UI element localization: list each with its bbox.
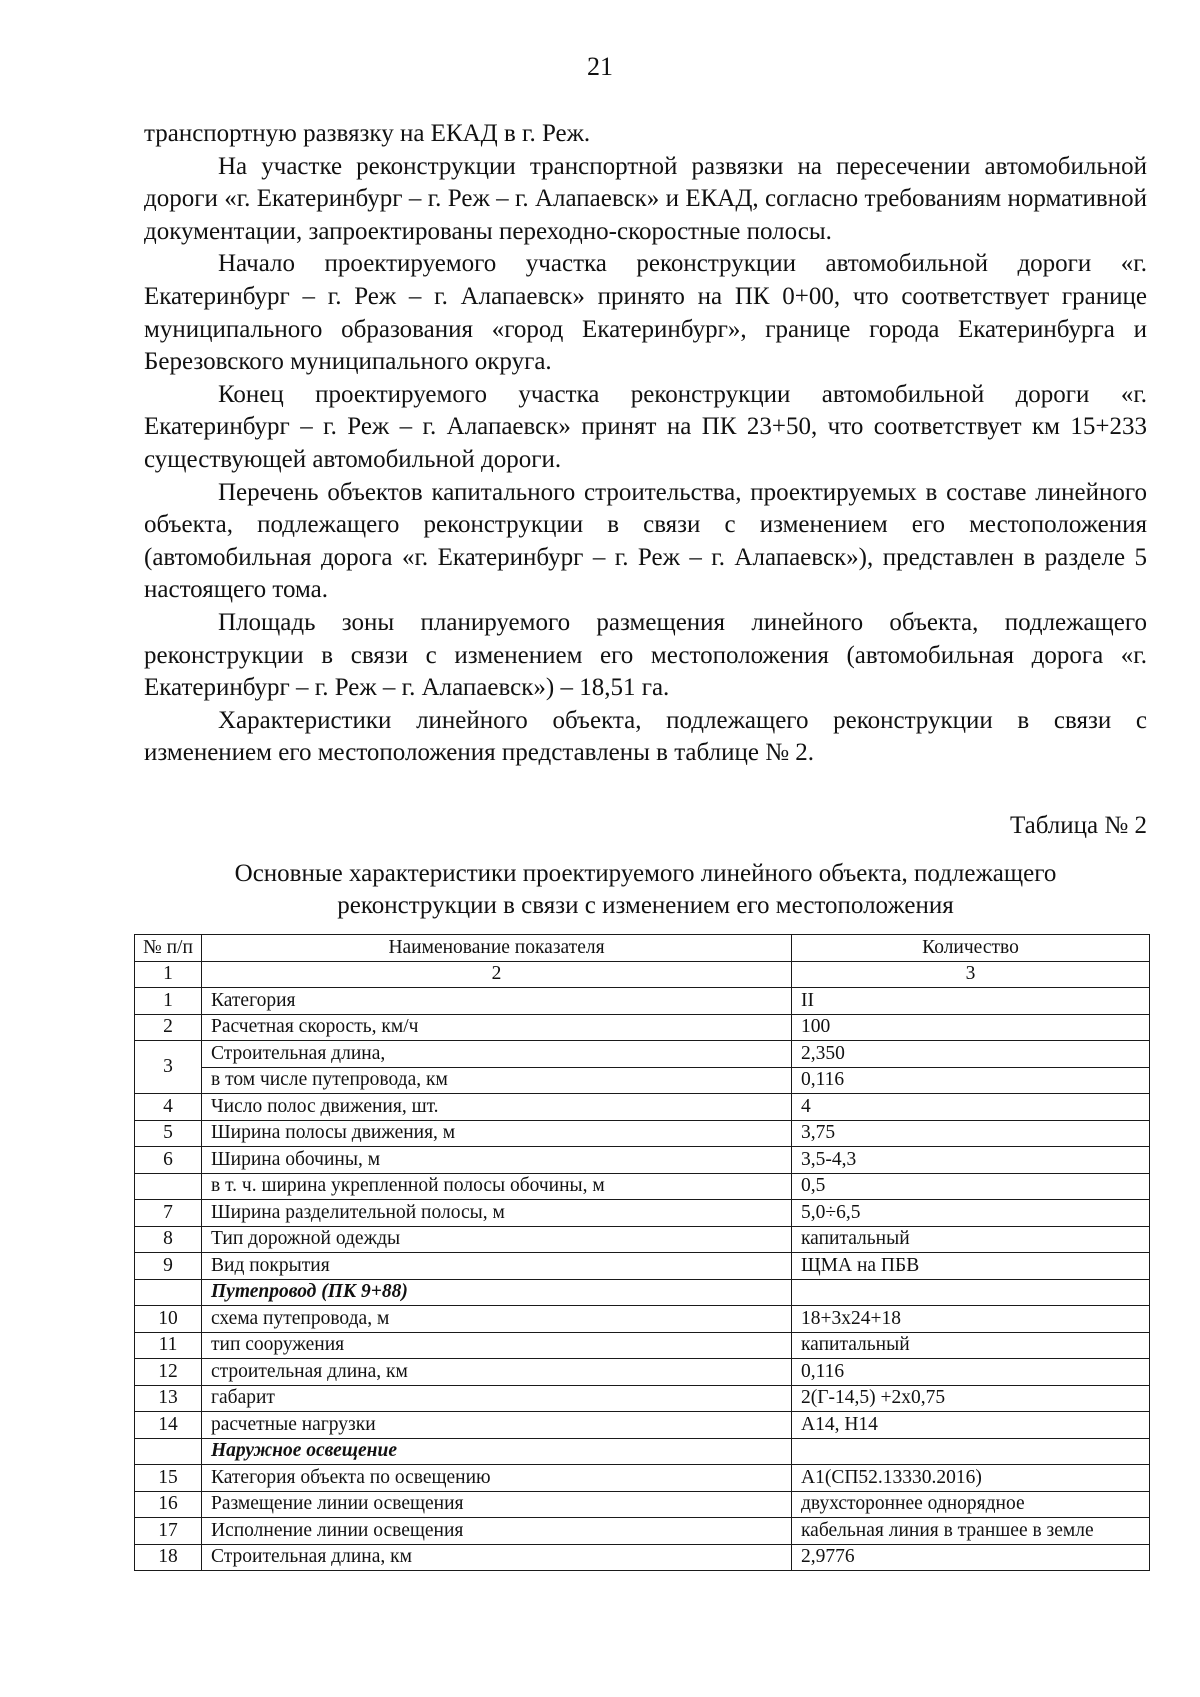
row-value: 3,5-4,3 [792, 1147, 1150, 1174]
row-number: 4 [135, 1094, 202, 1121]
row-name: строительная длина, км [202, 1359, 792, 1386]
row-value: 5,0÷6,5 [792, 1200, 1150, 1227]
row-value: капитальный [792, 1226, 1150, 1253]
header-cell-number: № п/п [135, 935, 202, 962]
row-number: 1 [135, 988, 202, 1015]
row-name: Строительная длина, [202, 1041, 792, 1068]
table-header-row [135, 935, 1150, 962]
table-row [135, 1544, 1150, 1571]
row-number: 11 [135, 1332, 202, 1359]
row-name: Число полос движения, шт. [202, 1094, 792, 1121]
row-name: в том числе путепровода, км [202, 1067, 792, 1094]
table-row [135, 1332, 1150, 1359]
paragraph: Начало проектируемого участка реконструкции автомобильной дороги «г. Екатеринбург – г. Реж – г. Алапаевск» принято на ПК 0+00, что соответствует границе муниципального образования «город Екатеринбург», границе города Екатеринбурга и Березовского муниципального округа. [144, 250, 1147, 376]
row-value: А14, Н14 [792, 1412, 1150, 1439]
row-name: Ширина полосы движения, м [202, 1120, 792, 1147]
row-value: кабельная линия в траншее в земле [792, 1518, 1150, 1545]
table-row [135, 1014, 1150, 1041]
header-cell-name: Наименование показателя [202, 935, 792, 962]
row-number: 13 [135, 1385, 202, 1412]
row-name: Категория объекта по освещению [202, 1465, 792, 1492]
row-number [135, 1173, 202, 1200]
header-cell-value: Количество [792, 935, 1150, 962]
row-name: Тип дорожной одежды [202, 1226, 792, 1253]
column-number-cell: 1 [135, 961, 202, 988]
table-title [144, 858, 1147, 922]
row-value: II [792, 988, 1150, 1015]
row-name: Категория [202, 988, 792, 1015]
row-value: 2(Г-14,5) +2х0,75 [792, 1385, 1150, 1412]
row-value: 4 [792, 1094, 1150, 1121]
row-name: Строительная длина, км [202, 1544, 792, 1571]
table-row [135, 1359, 1150, 1386]
table-row [135, 1518, 1150, 1545]
row-number: 10 [135, 1306, 202, 1333]
row-name: Исполнение линии освещения [202, 1518, 792, 1545]
row-value: 0,116 [792, 1067, 1150, 1094]
characteristics-table [134, 934, 1150, 1571]
table-row [135, 1041, 1150, 1068]
paragraph: Площадь зоны планируемого размещения линейного объекта, подлежащего реконструкции в связи с изменением его местоположения (автомобильная дорога «г. Екатеринбург – г. Реж – г. Алапаевск») – 18,51 га. [144, 608, 1147, 702]
paragraph: Перечень объектов капитального строительства, проектируемых в составе линейного объекта, подлежащего реконструкции в связи с изменением его местоположения (автомобильная дорога «г. Екатеринбург – г. Реж – г. Алапаевск»), представлен в разделе 5 настоящего тома. [144, 478, 1147, 604]
section-title-lighting: Наружное освещение [202, 1438, 792, 1465]
row-name: Вид покрытия [202, 1253, 792, 1280]
row-name: Ширина обочины, м [202, 1147, 792, 1174]
row-value: 0,5 [792, 1173, 1150, 1200]
row-name: расчетные нагрузки [202, 1412, 792, 1439]
paragraph: Конец проектируемого участка реконструкции автомобильной дороги «г. Екатеринбург – г. Реж – г. Алапаевск» принят на ПК 23+50, что соответствует км 15+233 существующей автомобильной дороги. [144, 380, 1147, 473]
row-value [792, 1438, 1150, 1465]
row-name: тип сооружения [202, 1332, 792, 1359]
row-value: двухстороннее однорядное [792, 1491, 1150, 1518]
table-row [135, 1412, 1150, 1439]
table-row [135, 1094, 1150, 1121]
row-number: 16 [135, 1491, 202, 1518]
body-text [144, 118, 1147, 770]
row-name: схема путепровода, м [202, 1306, 792, 1333]
row-number: 12 [135, 1359, 202, 1386]
row-number: 9 [135, 1253, 202, 1280]
row-number [135, 1438, 202, 1465]
row-value: капитальный [792, 1332, 1150, 1359]
table-row [135, 1491, 1150, 1518]
row-number: 15 [135, 1465, 202, 1492]
page-number: 21 [587, 52, 613, 81]
row-value [792, 1279, 1150, 1306]
table-row [135, 1200, 1150, 1227]
row-name: Размещение линии освещения [202, 1491, 792, 1518]
row-number: 5 [135, 1120, 202, 1147]
row-value: 100 [792, 1014, 1150, 1041]
row-number: 7 [135, 1200, 202, 1227]
table-row [135, 1173, 1150, 1200]
row-number: 14 [135, 1412, 202, 1439]
paragraph: Характеристики линейного объекта, подлежащего реконструкции в связи с изменением его местоположения представлены в таблице № 2. [144, 706, 1147, 767]
row-name: Расчетная скорость, км/ч [202, 1014, 792, 1041]
row-value: 2,9776 [792, 1544, 1150, 1571]
table-title-line: реконструкции в связи с изменением его местоположения [337, 892, 954, 919]
table-row [135, 1465, 1150, 1492]
table-section-row [135, 1279, 1150, 1306]
row-name: габарит [202, 1385, 792, 1412]
row-number: 3 [135, 1041, 202, 1094]
table-row [135, 1253, 1150, 1280]
row-value: А1(СП52.13330.2016) [792, 1465, 1150, 1492]
row-number: 17 [135, 1518, 202, 1545]
column-number-cell: 3 [792, 961, 1150, 988]
row-number: 8 [135, 1226, 202, 1253]
table-row [135, 1306, 1150, 1333]
table-row [135, 1147, 1150, 1174]
paragraph: На участке реконструкции транспортной развязки на пересечении автомобильной дороги «г. Екатеринбург – г. Реж – г. Алапаевск» и ЕКАД, согласно требованиям нормативной документации, запроектированы переходно-скоростные полосы. [144, 152, 1147, 245]
column-number-cell: 2 [202, 961, 792, 988]
section-title-overpass: Путепровод (ПК 9+88) [202, 1279, 792, 1306]
paragraph: транспортную развязку на ЕКАД в г. Реж. [144, 120, 591, 147]
table-section-row [135, 1438, 1150, 1465]
row-value: ЩМА на ПБВ [792, 1253, 1150, 1280]
row-name: Ширина разделительной полосы, м [202, 1200, 792, 1227]
table-row [135, 1385, 1150, 1412]
row-number: 6 [135, 1147, 202, 1174]
table-title-line: Основные характеристики проектируемого линейного объекта, подлежащего [234, 860, 1057, 887]
row-value: 18+3х24+18 [792, 1306, 1150, 1333]
row-number [135, 1279, 202, 1306]
row-number: 2 [135, 1014, 202, 1041]
table-row [135, 988, 1150, 1015]
table-label: Таблица № 2 [1009, 812, 1147, 839]
table-row [135, 1226, 1150, 1253]
row-value: 3,75 [792, 1120, 1150, 1147]
row-name: в т. ч. ширина укрепленной полосы обочины, м [202, 1173, 792, 1200]
table-row [135, 1120, 1150, 1147]
table-column-numbers-row [135, 961, 1150, 988]
row-value: 2,350 [792, 1041, 1150, 1068]
row-value: 0,116 [792, 1359, 1150, 1386]
row-number: 18 [135, 1544, 202, 1571]
table-row [135, 1067, 1150, 1094]
